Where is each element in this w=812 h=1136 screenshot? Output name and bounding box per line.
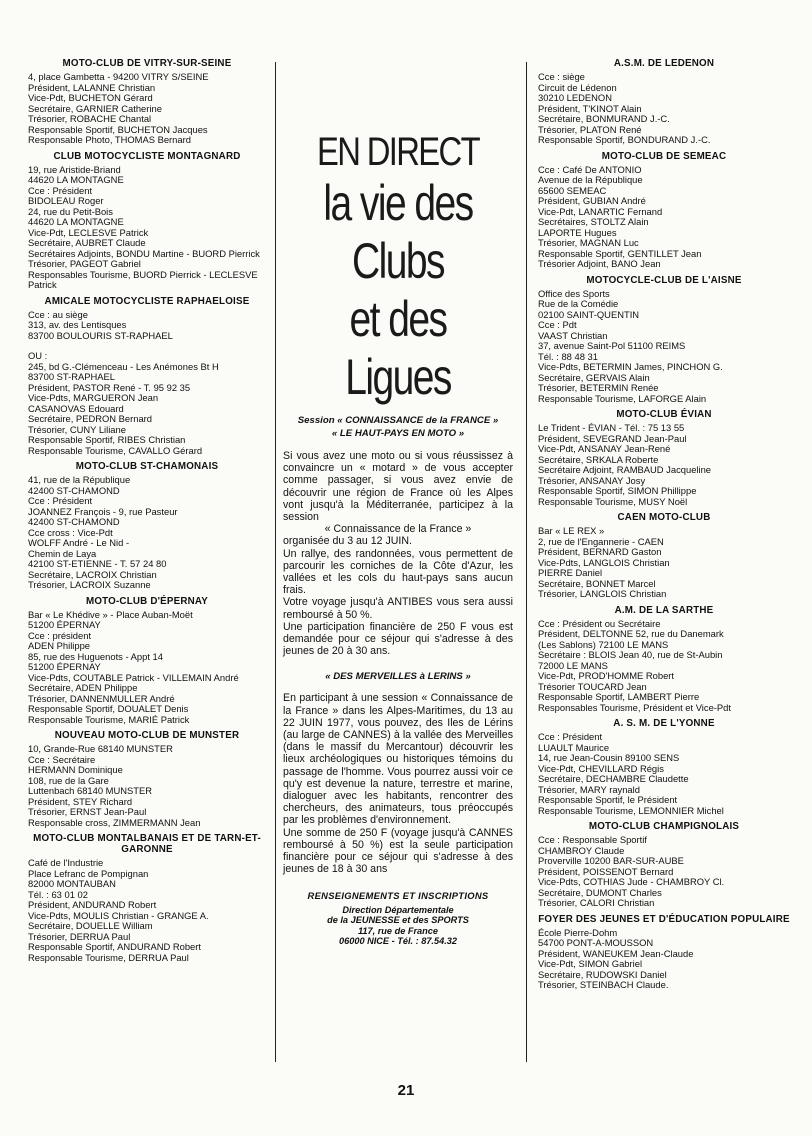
club-line: BIDOLEAU Roger bbox=[28, 196, 104, 206]
club-line: Responsable Sportif, RIBES Christian bbox=[28, 435, 186, 445]
middle-column bbox=[283, 130, 513, 947]
club-line: Vice-Pdt, SIMON Gabriel bbox=[538, 959, 643, 969]
club-line: Cce : Président bbox=[538, 732, 603, 742]
club-line: LUAULT Maurice bbox=[538, 742, 610, 753]
club-title: MOTO-CLUB ÉVIAN bbox=[616, 409, 712, 420]
club-line: Vice-Pdt, ANSANAY Jean-René bbox=[538, 444, 671, 454]
page-number: 21 bbox=[397, 1082, 415, 1099]
club-line: Secrétaire, BONMURAND J.-C. bbox=[538, 114, 670, 124]
club-line: Trésorier TOUCARD Jean bbox=[538, 681, 647, 692]
club-line: Secrétaire, RUDOWSKI Daniel bbox=[538, 969, 667, 980]
club-line: 83700 ST-RAPHAEL bbox=[28, 372, 116, 382]
club-line: Responsable Tourisme, LAFORGE Alain bbox=[538, 393, 707, 404]
club-line: Président, STEY Richard bbox=[28, 796, 133, 807]
club-line: 313, av. des Lentisques bbox=[28, 320, 127, 330]
club-line: Vice-Pdt, CHEVILLARD Régis bbox=[538, 763, 664, 774]
club-line: 24, rue du Petit-Bois bbox=[28, 206, 113, 217]
club-line: 83700 BOULOURIS ST-RAPHAEL bbox=[28, 330, 173, 341]
club-line: Président, DELTONNE 52, rue du Danemark bbox=[538, 629, 724, 639]
club-entry bbox=[28, 151, 266, 291]
club-line: Responsable Tourisme, MUSY Noël bbox=[538, 496, 688, 507]
club-line: Café de l'Industrie bbox=[28, 858, 104, 868]
club-line: 30210 LEDENON bbox=[538, 93, 612, 103]
club-title: FOYER DES JEUNES ET D'ÉDUCATION POPULAIRE bbox=[538, 913, 790, 925]
club-line: CASANOVAS Edouard bbox=[28, 403, 124, 414]
club-line: Tél. : 88 48 31 bbox=[538, 351, 598, 362]
club-line: Vice-Pdt, BUCHETON Gérard bbox=[28, 93, 153, 103]
club-entry bbox=[28, 58, 266, 146]
club-line: Responsable Sportif, LAMBERT Pierre bbox=[538, 692, 700, 702]
club-title: MOTO-CLUB ST-CHAMONAIS bbox=[75, 461, 219, 472]
club-line: Secrétaire, PEDRON Bernard bbox=[28, 414, 153, 424]
club-line: Vice-Pdt, LECLESVE Patrick bbox=[28, 227, 149, 238]
club-line: 245, bd G.-Clémenceau - Les Anémones Bt H bbox=[28, 361, 219, 372]
club-line: Cce : Président bbox=[28, 185, 93, 196]
club-line: Bar « LE REX » bbox=[538, 526, 605, 536]
club-line: Vice-Pdts, LANGLOIS Christian bbox=[538, 557, 670, 568]
club-line: Président, SEVEGRAND Jean-Paul bbox=[538, 433, 687, 444]
session-heading bbox=[283, 414, 513, 440]
club-line: École Pierre-Dohm bbox=[538, 927, 618, 938]
club-line: 41, rue de la République bbox=[28, 475, 131, 485]
club-line: Secrétaires Adjoints, BONDU Martine - BUORD Pierrick bbox=[28, 248, 260, 259]
info-line: Direction Départementale bbox=[342, 904, 454, 915]
article-body-1 bbox=[283, 450, 513, 657]
club-line: Responsable Sportif, SIMON Phillippe bbox=[538, 486, 697, 496]
club-line: HERMANN Dominique bbox=[28, 765, 123, 775]
club-line: Tél. : 63 01 02 bbox=[28, 889, 88, 900]
club-line: Trésorier, STEINBACH Claude. bbox=[538, 980, 669, 990]
club-line: Responsable Sportif, ANDURAND Robert bbox=[28, 942, 201, 952]
club-line: Secrétaire, SRKALA Roberte bbox=[538, 454, 659, 465]
club-line: 51200 ÉPERNAY bbox=[28, 662, 101, 672]
club-line: Cce : Pdt bbox=[538, 320, 577, 330]
club-line: 42100 ST-ETIENNE - T. 57 24 80 bbox=[28, 559, 167, 569]
club-title: NOUVEAU MOTO-CLUB DE MUNSTER bbox=[54, 730, 240, 741]
club-line: Trésorier, DANNENMULLER André bbox=[28, 693, 175, 704]
club-line: Trésorier, DERRUA Paul bbox=[28, 931, 131, 942]
info-line: 117, rue de France bbox=[357, 925, 438, 936]
paragraph-3: Votre voyage jusqu'à ANTIBES vous sera aussi remboursé à 50 %. bbox=[283, 596, 513, 621]
left-column bbox=[28, 58, 266, 968]
club-line: Trésorier, ROBACHE Chantal bbox=[28, 114, 152, 124]
club-line: Avenue de la République bbox=[538, 175, 643, 185]
club-line: Trésorier, LANGLOIS Christian bbox=[538, 589, 667, 599]
club-line: 108, rue de la Gare bbox=[28, 775, 109, 786]
club-line: Secrétaire, DOUELLE William bbox=[28, 921, 153, 931]
club-line: 82000 MONTAUBAN bbox=[28, 879, 116, 889]
club-line: Proverville 10200 BAR-SUR-AUBE bbox=[538, 856, 684, 866]
club-line: 10, Grande-Rue 68140 MUNSTER bbox=[28, 744, 173, 754]
club-line: Cce : Président bbox=[28, 496, 93, 506]
paragraph-5: En participant à une session « Connaissance de la France » dans les Alpes-Maritimes, du 13 au 22 JUIN 1977, vous pouvez, des Iles de Lérins (au large de CANNES) à la vallée des Merveilles (dans le massif du Mercantour) découvrir les lieux archéologiques ou historiques témoins du passage de l'homme. Vous pourrez aussi voir ce qu'y est devenue la nature, terrestre et marine, dialoguer avec les habitants, rencontrer des chercheurs, des animateurs, tous préoccupés par les problèmes d'environnement. bbox=[283, 692, 513, 827]
club-line: Président, T'KINOT Alain bbox=[538, 103, 642, 114]
club-line: Vice-Pdts, COUTABLE Patrick - VILLEMAIN André bbox=[28, 672, 239, 683]
club-entry bbox=[538, 914, 790, 991]
club-line: Trésorier, LACROIX Suzanne bbox=[28, 580, 151, 590]
club-line: Responsable Sportif, BONDURAND J.-C. bbox=[538, 135, 711, 145]
club-line: 19, rue Aristide-Briand bbox=[28, 164, 121, 175]
right-column bbox=[538, 58, 790, 996]
club-line: Secrétaire, DECHAMBRE Claudette bbox=[538, 774, 689, 784]
paragraph-1-end: organisée du 3 au 12 JUIN. bbox=[283, 535, 412, 548]
club-line: Le Trident - ÉVIAN - Tél. : 75 13 55 bbox=[538, 423, 685, 433]
club-line: Cce : président bbox=[28, 630, 92, 641]
session-subtitle: « LE HAUT-PAYS EN MOTO » bbox=[331, 428, 465, 439]
club-entry bbox=[538, 718, 790, 816]
club-line: Président, LALANNE Christian bbox=[28, 82, 156, 93]
club-line: Secrétaire, DUMONT Charles bbox=[538, 887, 662, 898]
article-body-2 bbox=[283, 692, 513, 875]
club-line: Responsable Tourisme, DERRUA Paul bbox=[28, 952, 189, 963]
club-line: 85, rue des Huguenots - Appt 14 bbox=[28, 651, 163, 662]
info-line: 06000 NICE - Tél. : 87.54.32 bbox=[339, 936, 457, 946]
club-line: 51200 ÉPERNAY bbox=[28, 620, 101, 630]
club-line: Cce : Président ou Secrétaire bbox=[538, 618, 661, 629]
club-line: Secrétaire, LACROIX Christian bbox=[28, 569, 157, 580]
club-entry bbox=[538, 409, 790, 507]
club-line: Chemin de Laya bbox=[28, 548, 97, 559]
club-line: Trésorier Adjoint, BANO Jean bbox=[538, 259, 661, 269]
club-line: Cce : Café De ANTONIO bbox=[538, 164, 642, 175]
club-line: Vice-Pdts, MOULIS Christian - GRANGE A. bbox=[28, 910, 209, 921]
club-title: MOTO-CLUB D'ÉPERNAY bbox=[85, 595, 209, 607]
club-line: Office des Sports bbox=[538, 288, 610, 299]
paragraph-1: Si vous avez une moto ou si vous réussissez à convaincre un « motard » de vous accepter comme passager, si vous avez envie de découvrir une région de France où les Alpes vont jusqu'à la Méditerranée, participez à la session bbox=[283, 450, 513, 524]
club-entry bbox=[28, 730, 266, 828]
club-title: MOTO-CLUB CHAMPIGNOLAIS bbox=[588, 821, 740, 832]
info-line: de la JEUNESSE et des SPORTS bbox=[327, 915, 469, 925]
headline-en-direct: EN DIRECT bbox=[316, 130, 480, 174]
club-line: Trésorier, MAGNAN Luc bbox=[538, 238, 639, 248]
club-line: Circuit de Lédenon bbox=[538, 82, 617, 93]
info-heading: RENSEIGNEMENTS ET INSCRIPTIONS bbox=[307, 889, 489, 901]
club-title: A.M. DE LA SARTHE bbox=[614, 604, 714, 616]
club-line: Vice-Pdts, BETERMIN James, PINCHON G. bbox=[538, 362, 723, 372]
club-line: JOANNEZ François - 9, rue Pasteur bbox=[28, 506, 178, 517]
club-line: Président, WANEUKEM Jean-Claude bbox=[538, 948, 694, 959]
club-line: Cce : Secrétaire bbox=[28, 754, 96, 765]
club-line: Cce : siège bbox=[538, 72, 585, 82]
club-line: Responsable Photo, THOMAS Bernard bbox=[28, 135, 191, 145]
club-line bbox=[28, 341, 266, 351]
club-entry bbox=[538, 151, 790, 270]
club-line: 44620 LA MONTAGNE bbox=[28, 175, 124, 185]
club-line: PIERRE Daniel bbox=[538, 568, 603, 578]
club-line: 72000 LE MANS bbox=[538, 660, 608, 671]
club-entry bbox=[538, 512, 790, 600]
club-line: Vice-Pdts, COTHIAS Jude - CHAMBROY Cl. bbox=[538, 877, 725, 887]
club-line: Secrétaires, STOLTZ Alain bbox=[538, 217, 649, 227]
club-title: MOTO-CLUB MONTALBANAIS ET DE TARN-ET-GARONNE bbox=[33, 833, 261, 855]
club-line: Cce cross : Vice-Pdt bbox=[28, 527, 113, 538]
column-divider-left bbox=[275, 62, 276, 1062]
club-title: CAEN MOTO-CLUB bbox=[617, 512, 711, 523]
club-line: VAAST Christian bbox=[538, 330, 608, 341]
session-title: Session « CONNAISSANCE de la FRANCE » bbox=[297, 415, 499, 426]
club-title: AMICALE MOTOCYCLISTE RAPHAELOISE bbox=[44, 295, 250, 307]
club-line: Secrétaire, ADEN Philippe bbox=[28, 683, 138, 693]
club-line: Responsable Sportif, DOUALET Denis bbox=[28, 704, 189, 714]
club-line: Responsable Sportif, BUCHETON Jacques bbox=[28, 124, 208, 135]
club-entry bbox=[538, 275, 790, 405]
club-line: 44620 LA MONTAGNE bbox=[28, 217, 124, 227]
club-line: Trésorier, ANSANAY Josy bbox=[538, 475, 646, 486]
club-line: Trésorier, CALORI Christian bbox=[538, 898, 655, 908]
club-title: A. S. M. DE L'YONNE bbox=[613, 718, 715, 729]
club-line: Trésorier, BETERMIN Renée bbox=[538, 383, 659, 393]
column-divider-right bbox=[526, 62, 527, 1062]
club-entry bbox=[28, 461, 266, 591]
club-entry bbox=[538, 821, 790, 909]
paragraph-2: Un rallye, des randonnées, vous permettent de parcourir les corniches de la Côte d'Azur, les vallées et les cols du haut-pays sans aucun frais. bbox=[283, 547, 513, 597]
club-line: 42400 ST-CHAMOND bbox=[28, 517, 120, 527]
club-line: Cce : Responsable Sportif bbox=[538, 835, 647, 845]
club-title: CLUB MOTOCYCLISTE MONTAGNARD bbox=[53, 150, 241, 162]
club-line: CHAMBROY Claude bbox=[538, 845, 625, 856]
club-line: Secrétaire, GARNIER Catherine bbox=[28, 103, 162, 114]
club-entry bbox=[28, 596, 266, 726]
headline-clubs: Clubs bbox=[352, 233, 444, 289]
club-line: Bar « Le Khédive » - Place Auban-Moët bbox=[28, 609, 193, 620]
club-line: Trésorier, ERNST Jean-Paul bbox=[28, 807, 147, 817]
club-title: MOTO-CLUB DE VITRY-SUR-SEINE bbox=[62, 58, 232, 69]
club-line: Responsable Sportif, GENTILLET Jean bbox=[538, 248, 702, 259]
paragraph-4: Une participation financière de 250 F vous est demandée pour ce séjour qui s'adresse à des jeunes de 20 à 30 ans. bbox=[283, 620, 513, 658]
club-line: Responsables Tourisme, Président et Vice-Pdt bbox=[538, 702, 731, 713]
headline-la-vie-des: la vie des bbox=[323, 175, 473, 231]
club-title: A.S.M. DE LEDENON bbox=[613, 58, 715, 69]
club-line: Luttenbach 68140 MUNSTER bbox=[28, 786, 153, 796]
club-line: 4, place Gambetta - 94200 VITRY S/SEINE bbox=[28, 72, 209, 82]
club-line: 14, rue Jean-Cousin 89100 SENS bbox=[538, 753, 680, 763]
club-line: Vice-Pdt, PROD'HOMME Robert bbox=[538, 671, 675, 681]
club-title: MOTOCYCLE-CLUB DE L'AISNE bbox=[586, 274, 742, 286]
club-line: Trésorier, PAGEOT Gabriel bbox=[28, 259, 141, 269]
club-line: 42400 ST-CHAMOND bbox=[28, 485, 120, 496]
club-line: Responsable Tourisme, LEMONNIER Michel bbox=[538, 805, 724, 816]
info-address bbox=[283, 905, 513, 947]
club-line: 02100 SAINT-QUENTIN bbox=[538, 309, 640, 320]
club-line: Responsables Tourisme, BUORD Pierrick - LECLESVE Patrick bbox=[28, 269, 258, 290]
club-line: Président, PASTOR René - T. 95 92 35 bbox=[28, 382, 191, 393]
club-entry bbox=[28, 296, 266, 457]
club-title: MOTO-CLUB DE SEMEAC bbox=[601, 150, 727, 162]
paragraph-1-center: « Connaissance de la France » bbox=[324, 523, 472, 536]
club-line: 65600 SEMEAC bbox=[538, 185, 607, 196]
club-line: Président, POISSENOT Bernard bbox=[538, 866, 674, 877]
club-line: Responsable Tourisme, MARIÉ Patrick bbox=[28, 714, 190, 725]
club-entry bbox=[538, 58, 790, 146]
club-line: 54700 PONT-A-MOUSSON bbox=[538, 938, 654, 948]
club-line: Responsable cross, ZIMMERMANN Jean bbox=[28, 817, 201, 828]
club-line: 37, avenue Saint-Pol 51100 REIMS bbox=[538, 341, 686, 351]
subhead-merveilles: « DES MERVEILLES à LERINS » bbox=[325, 671, 471, 683]
club-entry bbox=[28, 833, 266, 963]
club-line: Secrétaire, AUBRET Claude bbox=[28, 238, 146, 248]
club-line: Président, BERNARD Gaston bbox=[538, 547, 662, 557]
club-line: Trésorier, MARY raynald bbox=[538, 784, 640, 795]
club-line: ADEN Philippe bbox=[28, 641, 91, 651]
club-line: Place Lefranc de Pompignan bbox=[28, 868, 149, 879]
club-line: Vice-Pdt, LANARTIC Fernand bbox=[538, 206, 663, 217]
club-line: Président, ANDURAND Robert bbox=[28, 900, 157, 910]
club-line: Président, GUBIAN André bbox=[538, 196, 646, 206]
club-line: Secrétaire, BONNET Marcel bbox=[538, 578, 656, 589]
club-line: 2, rue de l'Engannerie - CAEN bbox=[538, 536, 664, 547]
club-line: WOLFF André - Le Nid - bbox=[28, 538, 130, 548]
club-line: Rue de la Comédie bbox=[538, 299, 619, 309]
club-entry bbox=[538, 605, 790, 714]
club-line: Responsable Tourisme, CAVALLO Gérard bbox=[28, 445, 203, 456]
club-line: Secrétaire : BLOIS Jean 40, rue de St-Aubin bbox=[538, 650, 723, 660]
club-line: Responsable Sportif, le Président bbox=[538, 795, 678, 805]
club-line: LAPORTE Hugues bbox=[538, 227, 617, 238]
club-line: Trésorier, PLATON René bbox=[538, 124, 642, 135]
club-line: Trésorier, CUNY Liliane bbox=[28, 424, 126, 435]
headline-et-des-ligues: et des Ligues bbox=[345, 291, 451, 405]
club-line: OU : bbox=[28, 351, 48, 361]
paragraph-6: Une somme de 250 F (voyage jusqu'à CANNES remboursé à 50 %) est la seule participation financière pour ce séjour qui s'adresse à des jeunes de 18 à 30 ans bbox=[283, 826, 513, 876]
club-line: Cce : au siège bbox=[28, 309, 88, 320]
club-line: Vice-Pdts, MARGUERON Jean bbox=[28, 393, 159, 403]
club-line: Secrétaire Adjoint, RAMBAUD Jacqueline bbox=[538, 465, 711, 475]
club-line: Secrétaire, GERVAIS Alain bbox=[538, 372, 650, 383]
club-line: (Les Sablons) 72100 LE MANS bbox=[538, 639, 669, 650]
